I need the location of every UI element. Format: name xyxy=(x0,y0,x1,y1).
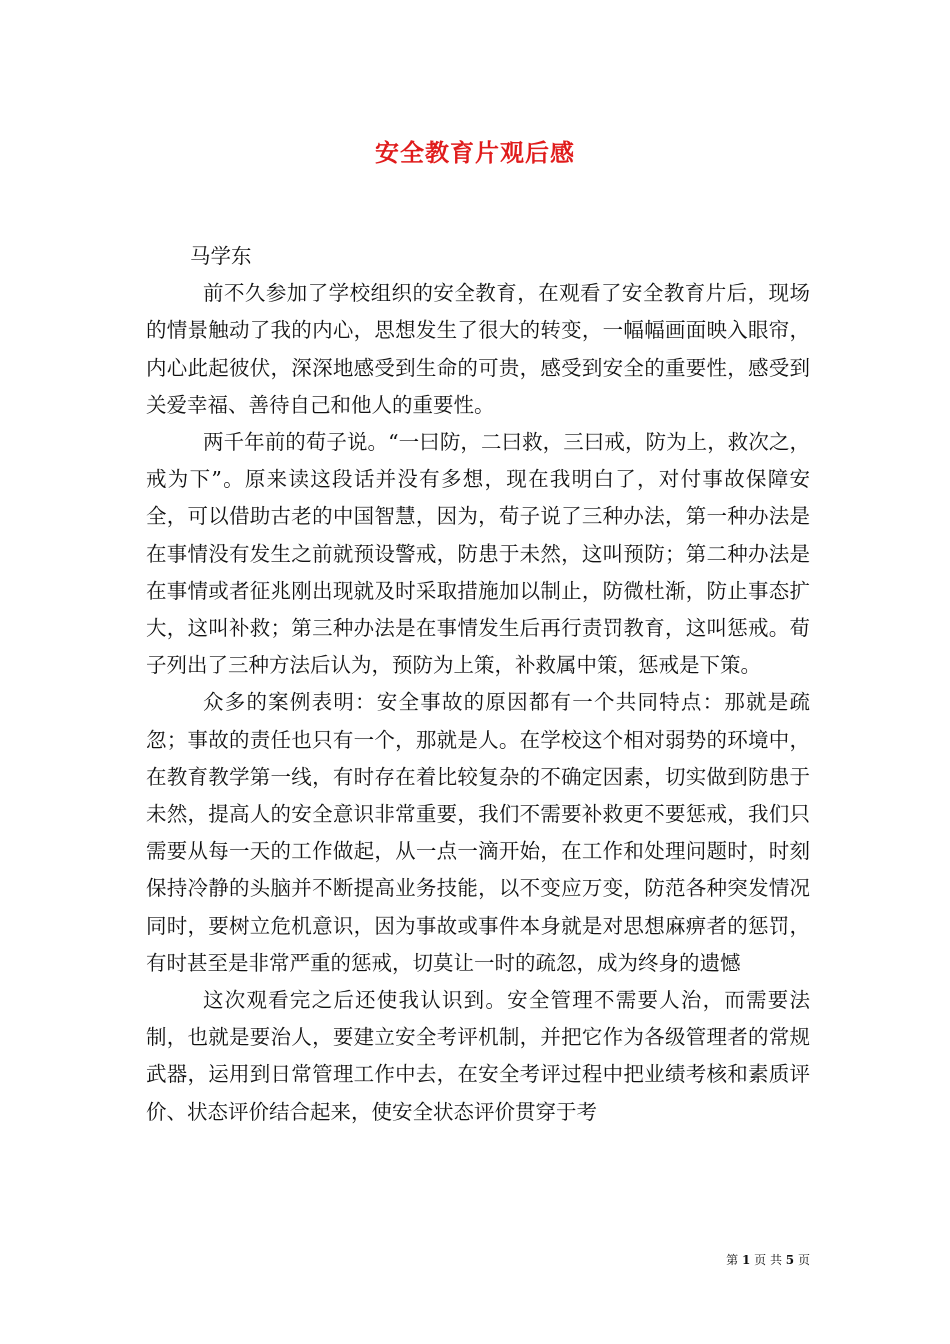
paragraph-4: 这次观看完之后还使我认识到。安全管理不需要人治，而需要法制，也就是要治人，要建立安全考评机制，并把它作为各级管理者的常规武器，运用到日常管理工作中去，在安全考评过程中把业绩考核和素质评价、状态评价结合起来，使安全状态评价贯穿于考 xyxy=(146,988,810,1124)
paragraph-2: 两千年前的荀子说。“一曰防，二曰救，三曰戒，防为上，救次之，戒为下”。原来读这段话并没有多想，现在我明白了，对付事故保障安全，可以借助古老的中国智慧，因为，荀子说了三种办法，第一种办法是在事情没有发生之前就预设警戒，防患于未然，这叫预防；第二种办法是在事情或者征兆刚出现就及时采取措施加以制止，防微杜渐，防止事态扩大，这叫补救；第三种办法是在事情发生后再行责罚教育，这叫惩戒。荀子列出了三种方法后认为，预防为上策，补救属中策，惩戒是下策。 xyxy=(146,430,810,678)
total-pages: 5 xyxy=(785,1253,795,1267)
document-title: 安全教育片观后感 xyxy=(375,138,575,167)
page-middle: 页 共 xyxy=(754,1253,782,1267)
author-name: 马学东 xyxy=(190,244,252,268)
page-suffix: 页 xyxy=(797,1253,810,1267)
paragraph-1: 前不久参加了学校组织的安全教育，在观看了安全教育片后，现场的情景触动了我的内心，思想发生了很大的转变，一幅幅画面映入眼帘，内心此起彼伏，深深地感受到生命的可贵，感受到安全的重要性，感受到关爱幸福、善待自己和他人的重要性。 xyxy=(146,281,810,417)
page-number xyxy=(726,1251,810,1268)
current-page: 1 xyxy=(741,1253,751,1267)
page-prefix: 第 xyxy=(726,1253,739,1267)
paragraph-3: 众多的案例表明：安全事故的原因都有一个共同特点：那就是疏忽；事故的责任也只有一个，那就是人。在学校这个相对弱势的环境中，在教育教学第一线，有时存在着比较复杂的不确定因素，切实做到防患于未然，提高人的安全意识非常重要，我们不需要补救更不要惩戒，我们只需要从每一天的工作做起，从一点一滴开始，在工作和处理问题时，时刻保持冷静的头脑并不断提高业务技能，以不变应万变，防范各种突发情况同时，要树立危机意识，因为事故或事件本身就是对思想麻痹者的惩罚，有时甚至是非常严重的惩戒，切莫让一时的疏忽，成为终身的遗憾 xyxy=(146,690,810,975)
document-body xyxy=(146,238,810,1131)
